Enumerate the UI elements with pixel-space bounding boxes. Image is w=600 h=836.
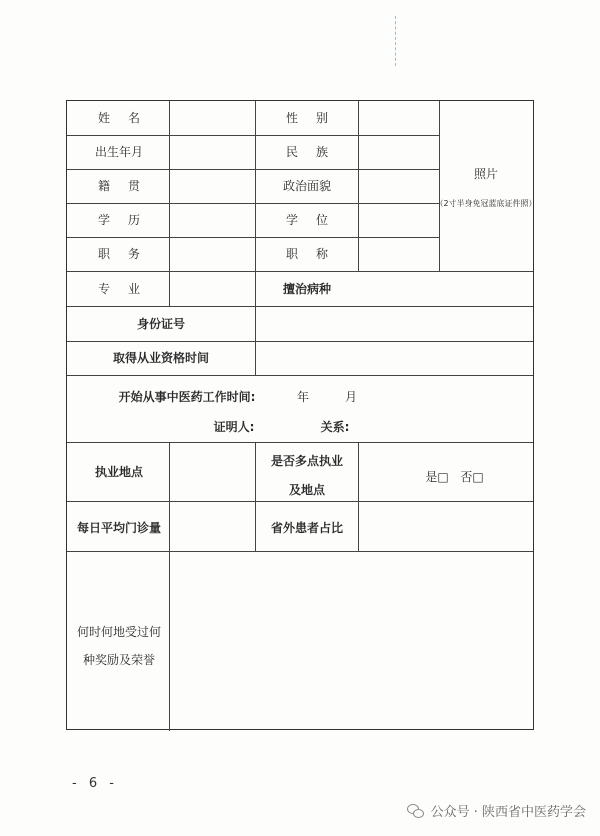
id-field[interactable] bbox=[256, 307, 533, 340]
qualification-label: 取得从业资格时间 bbox=[112, 351, 210, 365]
gender-field[interactable] bbox=[359, 102, 438, 134]
gender-label: 性别 bbox=[285, 111, 347, 125]
photo-area[interactable] bbox=[440, 102, 533, 270]
education-field[interactable] bbox=[170, 204, 254, 236]
wechat-icon bbox=[407, 804, 425, 818]
degree-field[interactable] bbox=[359, 204, 438, 236]
degree-label: 学位 bbox=[285, 213, 347, 227]
ethnicity-field[interactable] bbox=[359, 136, 438, 168]
major-field[interactable] bbox=[170, 272, 254, 305]
position-label: 职务 bbox=[97, 247, 159, 261]
name-field[interactable] bbox=[170, 102, 254, 134]
yes-checkbox[interactable]: 是□ bbox=[425, 470, 449, 484]
photo-note: （2寸半身免冠蓝底证件照） bbox=[435, 199, 537, 208]
daily-visits-label: 每日平均门诊量 bbox=[76, 521, 162, 535]
daily-visits-field[interactable] bbox=[170, 502, 254, 550]
practice-location-label: 执业地点 bbox=[94, 465, 144, 479]
registration-form bbox=[66, 100, 537, 730]
awards-label-line2: 种奖励及荣誉 bbox=[82, 653, 156, 667]
multi-site-label-line1: 是否多点执业 bbox=[270, 454, 344, 468]
scan-mark bbox=[395, 16, 396, 66]
out-of-province-field[interactable] bbox=[359, 502, 533, 550]
footer-text: 公众号 · 陕西省中医药学会 bbox=[430, 805, 586, 820]
no-checkbox[interactable]: 否□ bbox=[460, 470, 484, 484]
title-field[interactable] bbox=[359, 238, 438, 270]
native-place-label: 籍贯 bbox=[97, 179, 159, 193]
photo-label: 照片 bbox=[473, 167, 499, 181]
birth-label: 出生年月 bbox=[94, 145, 144, 159]
month-label: 月 bbox=[344, 390, 358, 404]
page-number: - 6 - bbox=[72, 776, 118, 791]
id-label: 身份证号 bbox=[136, 317, 186, 331]
specialty-field[interactable] bbox=[359, 272, 533, 305]
position-field[interactable] bbox=[170, 238, 254, 270]
education-label: 学历 bbox=[97, 213, 159, 227]
start-work-label: 开始从事中医药工作时间: bbox=[118, 390, 256, 404]
major-label: 专业 bbox=[97, 282, 159, 296]
practice-location-field[interactable] bbox=[170, 443, 254, 500]
footer-watermark bbox=[407, 801, 586, 820]
multi-site-label-line2: 及地点 bbox=[288, 483, 326, 497]
year-label: 年 bbox=[296, 390, 310, 404]
name-label: 姓名 bbox=[97, 111, 159, 125]
birth-field[interactable] bbox=[170, 136, 254, 168]
specialty-label: 擅治病种 bbox=[282, 282, 332, 296]
title-label: 职称 bbox=[285, 247, 347, 261]
qualification-field[interactable] bbox=[256, 342, 533, 374]
political-field[interactable] bbox=[359, 170, 438, 202]
awards-field[interactable] bbox=[170, 552, 533, 729]
political-label: 政治面貌 bbox=[282, 179, 332, 193]
witness-label: 证明人: bbox=[213, 420, 255, 434]
ethnicity-label: 民族 bbox=[285, 145, 347, 159]
awards-label-line1: 何时何地受过何 bbox=[76, 625, 162, 639]
relation-label: 关系: bbox=[320, 420, 350, 434]
native-place-field[interactable] bbox=[170, 170, 254, 202]
out-of-province-label: 省外患者占比 bbox=[270, 521, 344, 535]
